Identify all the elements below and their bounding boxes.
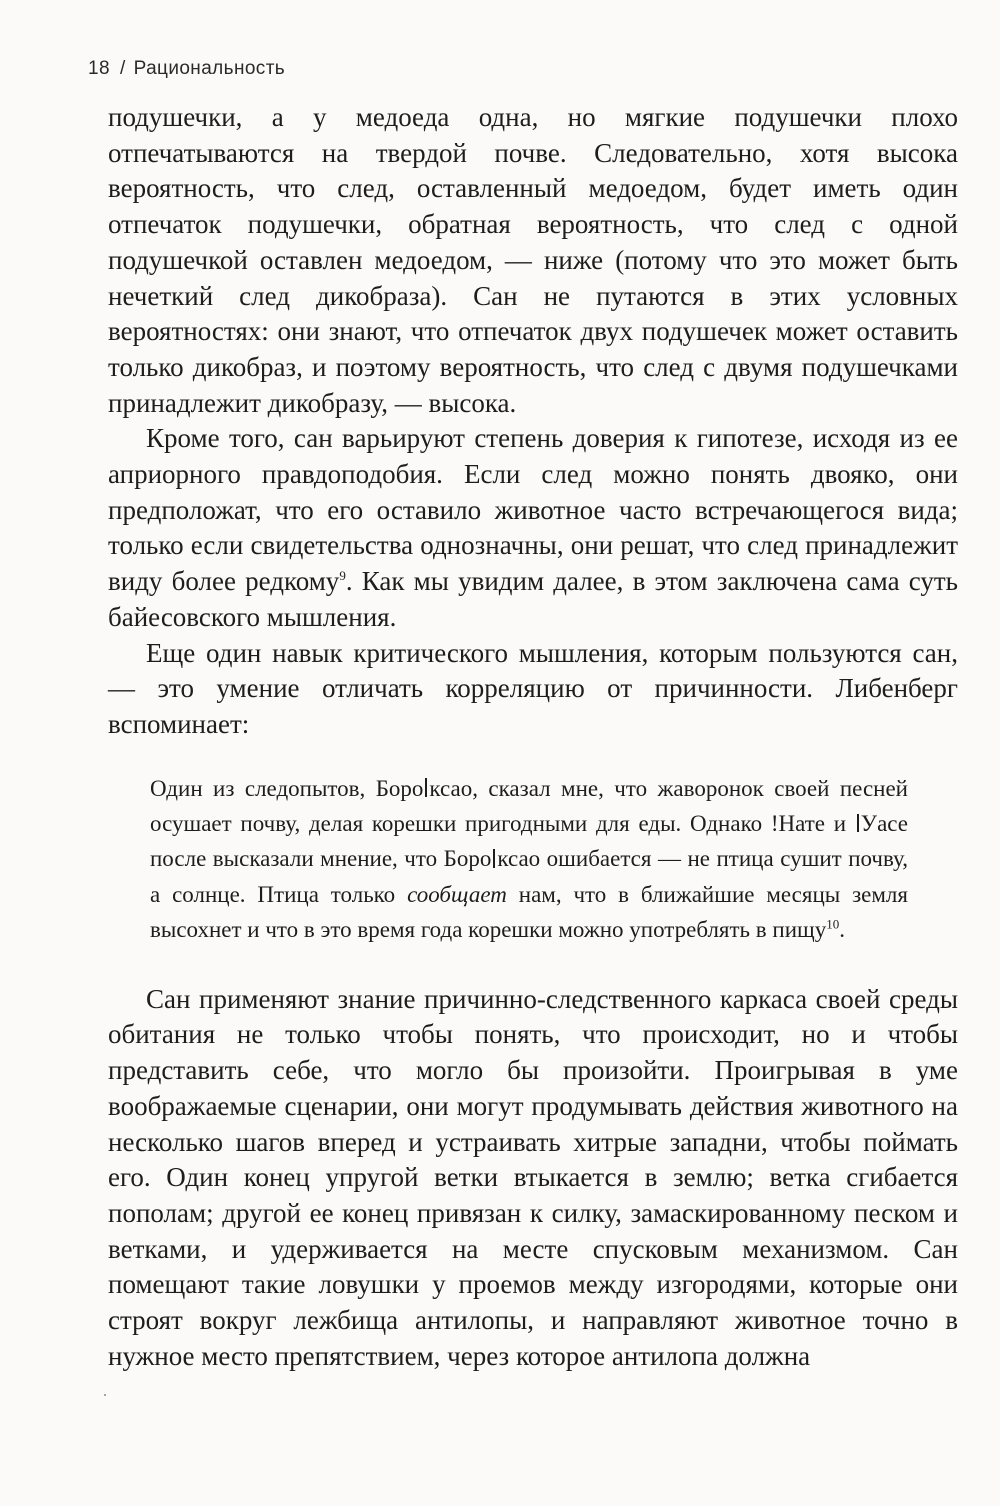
paragraph-bayes-end: . Как мы увидим далее, в этом заключена сама суть байесовского мышления. bbox=[108, 566, 958, 632]
paragraph-bayes-text: Кроме того, сан варьируют степень доверия к гипотезе, исходя из ее априорного правдоподобия. Если след можно понять двояко, они предположат, что его оставило животное часто встречающегося вида; только если свидетельства однозначны, они решат, что след принадлежит виду более редкому bbox=[108, 423, 958, 597]
running-head bbox=[88, 58, 285, 80]
quote-part-1: Один из следопытов, Боро bbox=[150, 775, 424, 801]
quote-part-3: Уасе после высказали мнение, что Боро bbox=[150, 811, 908, 872]
quote-emphasis: сообщает bbox=[407, 881, 507, 907]
paragraph-traps: Сан применяют знание причинно-следственного каркаса своей среды обитания не только чтобы понять, что происходит, но и чтобы представить себе, что могло бы произойти. Проигрывая в уме воображаемые сценарии, они могут продумывать действия животного на несколько шагов вперед и устраивать хитрые западни, чтобы поймать его. Один конец упругой ветки втыкается в землю; ветка сгибается пополам; другой ее конец привязан к силку, замаскированному песком и ветками, и удерживается на месте спусковым механизмом. Сан помещают такие ловушки у проемов между изгородями, которые они строят вокруг лежбища антилопы, и направляют животное точно в нужное место препятствием, через которое антилопа должна bbox=[108, 983, 958, 1371]
click-consonant-mark bbox=[425, 778, 427, 796]
running-head-separator: / bbox=[119, 58, 126, 79]
footnote-ref-10: 10 bbox=[826, 916, 840, 932]
click-consonant-mark bbox=[857, 814, 859, 832]
click-consonant-mark bbox=[493, 849, 495, 867]
paragraph-correlation: Еще один навык критического мышления, которым пользуются сан, — это умение отличать корреляцию от причинности. Либенберг вспоминает: bbox=[108, 637, 958, 739]
quote-part-2: ксао, сказал мне, что жаворонок своей песней осушает почву, делая корешки пригодными для еды. Однако !Нате и bbox=[150, 775, 908, 837]
paragraph-continuation: подушечки, а у медоеда одна, но мягкие подушечки плохо отпечатываются на твердой почве. Следовательно, хотя высока вероятность, что след, оставленный медоедом, будет иметь один отпечаток подушечки, обратная вероятность, что след с одной подушечкой оставлен медоедом, — ниже (потому что это может быть нечеткий след дикобраза). Сан не путаются в этих условных вероятностях: они знают, что отпечаток двух подушечек может оставить только дикобраз, и поэтому вероятность, что след с двумя подушечками принадлежит дикобразу, — высока. bbox=[108, 102, 958, 418]
quote-end: . bbox=[839, 917, 845, 943]
paragraph-bayes bbox=[108, 421, 958, 635]
quote-part-4: ксао ошибается — не птица сушит почву, а солнце. Птица только bbox=[150, 846, 908, 907]
block-quote bbox=[108, 771, 958, 948]
quote-part-5: нам, что в ближайшие месяцы земля высохнет и что в это время года корешки можно употреблять в пищу bbox=[150, 881, 908, 943]
body-text bbox=[108, 100, 958, 1374]
footnote-ref-9: 9 bbox=[339, 568, 346, 584]
page-number: 18 bbox=[88, 58, 110, 79]
print-speck bbox=[104, 1394, 106, 1396]
section-title: Рациональность bbox=[133, 58, 286, 79]
